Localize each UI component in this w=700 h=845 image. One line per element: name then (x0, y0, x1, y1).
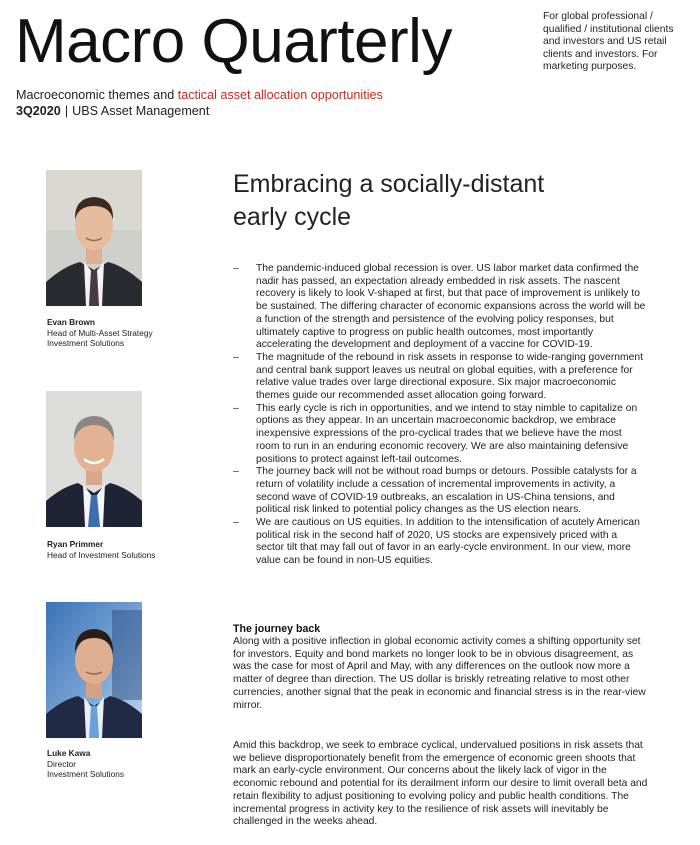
key-point (233, 403, 648, 467)
body-paragraph: Amid this backdrop, we seek to embrace cyclical, undervalued positions in risk assets that we believe disproportionately benefit from the emergence of economic green shoots that mark an early-cycle environment. Our concerns about the likely lack of vigor in the economic rebound and potential for its derailment inform our desire to limit overall beta and retain flexibility to adjust positioning to evolving policy and public health conditions. The incremental progress in activity key to the resilience of risk assets will inevitably be challenged in the weeks ahead. (233, 740, 648, 828)
author-photo-ryan-primmer (46, 391, 142, 527)
key-point (233, 263, 648, 352)
author-evan-brown (47, 317, 153, 349)
section-heading: The journey back (233, 623, 321, 635)
subtitle-text: Macroeconomic themes and (16, 88, 178, 102)
headline-line: early cycle (233, 203, 352, 231)
portrait-image (46, 391, 142, 527)
author-name: Evan Brown (47, 317, 95, 327)
headline-line: Embracing a socially-distant (233, 170, 545, 198)
author-photo-luke-kawa (46, 602, 142, 738)
key-point-text: We are cautious on US equities. In addition to the intensification of acutely American political risk in the second half of 2020, US stocks are expensively priced with a sector tilt that may fall out of favor in an early-cycle environment. In our view, more value can be found in non-US equities. (256, 517, 640, 567)
author-name: Ryan Primmer (47, 539, 104, 549)
author-name: Luke Kawa (47, 748, 91, 758)
author-title: Director (47, 758, 77, 769)
key-point-text: This early cycle is rich in opportunities, and we intend to stay nimble to capitalize on options as they appear. In an uncertain macroeconomic backdrop, we embrace inexpensive expressions of the pro-cyclical trades that we believe have the most room to run in an enduring economic recovery. We are also maintaining defensive positions to protect against left-tail outcomes. (256, 402, 638, 465)
bullet-marker: – (233, 263, 239, 274)
bullet-marker: – (233, 517, 239, 529)
key-point (233, 352, 648, 403)
subtitle-accent: tactical asset allocation opportunities (177, 88, 383, 102)
author-title: Head of Multi-Asset Strategy (47, 327, 153, 338)
body-paragraph: Along with a positive inflection in global economic activity comes a shifting opportunity set for investors. Equity and bond markets no longer look to be in obvious disagreement, as was the case for most of April and May, with any differences on the outlook now more a matter of degree than direction. The US dollar is briskly retreating relative to most other currencies, another signal that the peak in economic and financial stress is in the rear-view mirror. (233, 636, 646, 711)
quarter-label: 3Q2020 (16, 104, 61, 118)
author-ryan-primmer (47, 539, 155, 560)
bullet-marker: – (233, 466, 239, 478)
report-edition (16, 104, 209, 118)
key-point (233, 466, 648, 517)
bullet-marker: – (233, 402, 239, 414)
key-point-text: The magnitude of the rebound in risk assets in response to wide-ranging government and central bank support leaves us neutral on global equities, with a preference for relative value trades over large directional exposure. Six major macroeconomic themes guide our recommended asset allocation going forward. (256, 351, 643, 402)
portrait-image (46, 170, 142, 306)
company-name: UBS Asset Management (72, 104, 210, 118)
key-point-text: The pandemic-induced global recession is over. US labor market data confirmed the nadir has passed, an expectation already embedded in risk assets. The nascent recovery is likely to look V-shaped at first, but that pace of improvement is unlikely to be sustained. The differing character of economic expansions across the world will be a function of the strength and persistence of the evolving policy responses, but ultimately captive to progress on public health outcomes, most importantly accelerating the development and deployment of a vaccine for COVID-19. (256, 263, 646, 351)
portrait-image (46, 602, 142, 738)
author-photo-evan-brown (46, 170, 142, 306)
key-point (233, 517, 648, 568)
author-dept: Investment Solutions (47, 338, 125, 349)
report-subtitle (16, 88, 383, 102)
bullet-marker: – (233, 351, 239, 363)
key-points-list (233, 263, 648, 568)
author-title: Head of Investment Solutions (47, 549, 156, 560)
article-headline (233, 168, 544, 234)
key-point-text: The journey back will not be without road bumps or detours. Possible catalysts for a return of volatility include a cessation of incremental improvements in activity, a second wave of COVID-19 outbreaks, an escalation in US-China tensions, and political risk linked to potential policy changes as the US election nears. (256, 466, 637, 516)
author-dept: Investment Solutions (47, 769, 125, 780)
audience-disclaimer: For global professional / qualified / institutional clients and investors and US retail clients and investors. For marketing purposes. (543, 11, 674, 73)
report-title: Macro Quarterly (15, 7, 452, 76)
edition-separator: | (64, 104, 69, 118)
author-luke-kawa (47, 748, 124, 780)
